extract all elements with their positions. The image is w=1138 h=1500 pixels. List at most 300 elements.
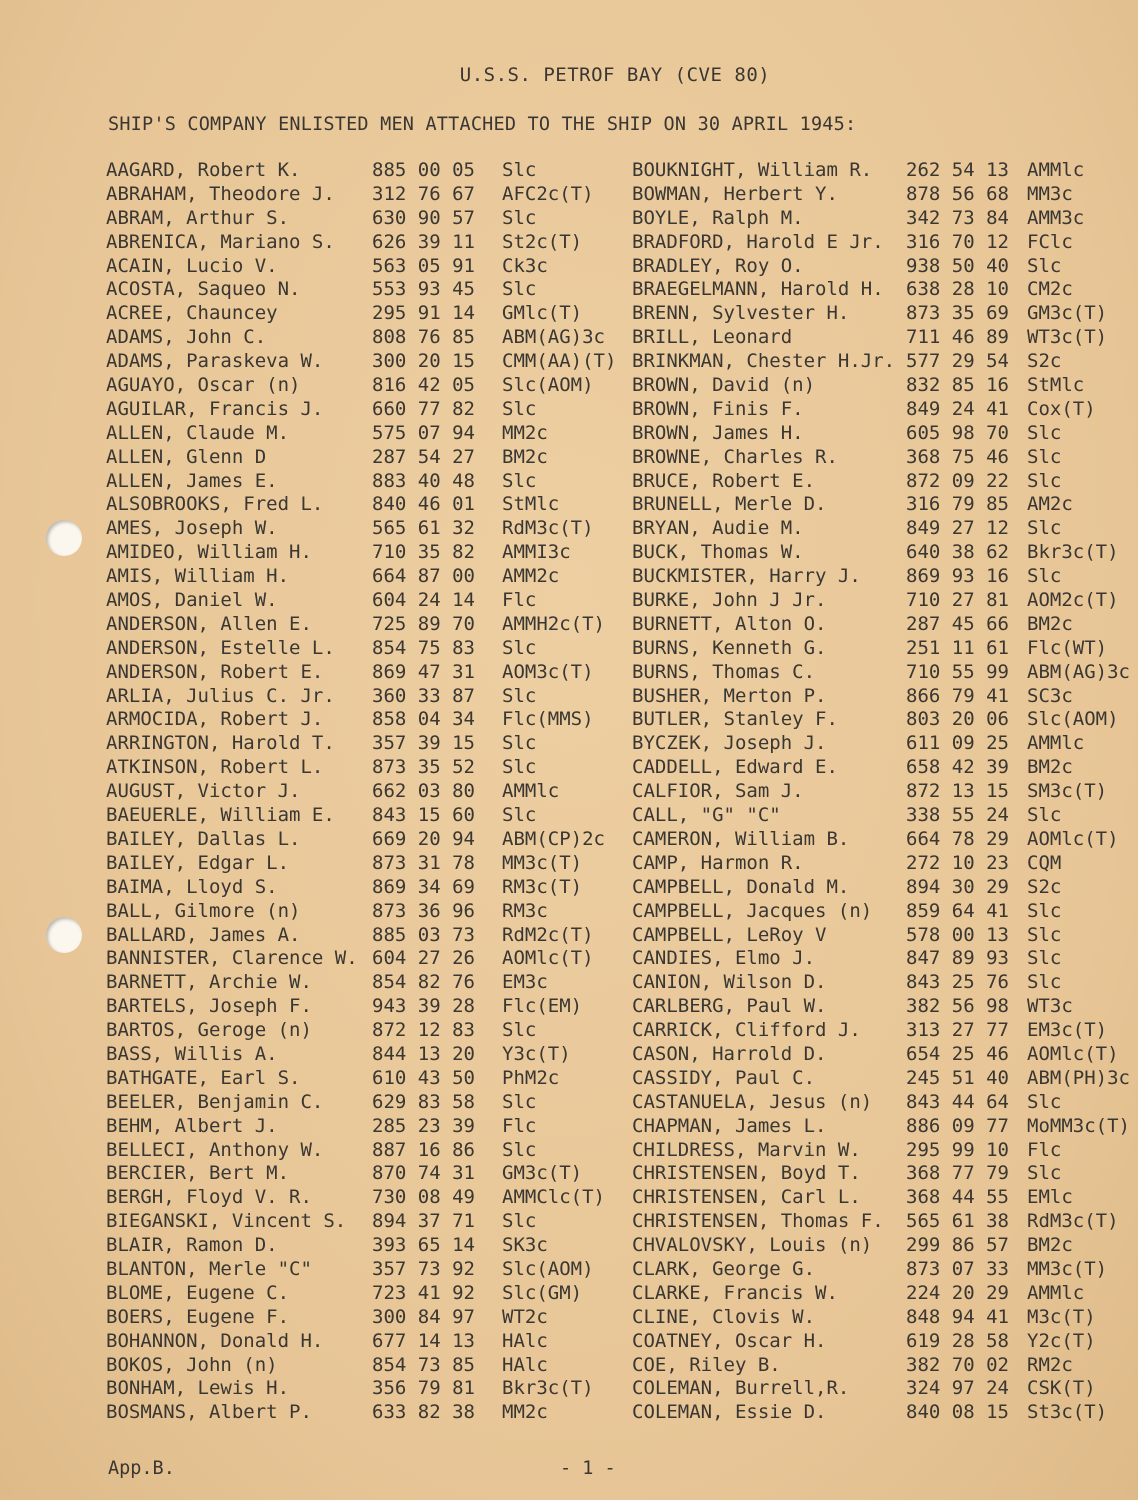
service-number: 854 75 83 — [372, 636, 475, 659]
rating: Slc — [1027, 947, 1062, 970]
sailor-name: CALFIOR, Sam J. — [632, 780, 804, 803]
rating: EM3c(T) — [1027, 1019, 1108, 1042]
rating: ABM(AG)3c — [502, 326, 605, 349]
page-number: - 1 - — [560, 1458, 616, 1479]
service-number: 368 75 46 — [906, 445, 1009, 468]
service-number: 843 15 60 — [372, 804, 475, 827]
service-number: 866 79 41 — [906, 684, 1009, 707]
sailor-name: CLARK, George G. — [632, 1257, 816, 1280]
service-number: 316 79 85 — [906, 493, 1009, 516]
sailor-name: CARRICK, Clifford J. — [632, 1019, 861, 1042]
sailor-name: BRENN, Sylvester H. — [632, 302, 850, 325]
page-subtitle: SHIP'S COMPANY ENLISTED MEN ATTACHED TO THE SHIP ON 30 APRIL 1945: — [108, 114, 857, 135]
service-number: 887 16 86 — [372, 1138, 475, 1161]
rating: Cox(T) — [1027, 397, 1096, 420]
sailor-name: BERGH, Floyd V. R. — [106, 1186, 312, 1209]
rating: BM2c — [1027, 612, 1073, 635]
service-number: 638 28 10 — [906, 278, 1009, 301]
sailor-name: CASON, Harrold D. — [632, 1042, 827, 1065]
rating: AOM2c(T) — [1027, 589, 1119, 612]
service-number: 299 86 57 — [906, 1234, 1009, 1257]
service-number: 844 13 20 — [372, 1042, 475, 1065]
sailor-name: BURNS, Thomas C. — [632, 660, 816, 683]
rating: AMM3c — [1027, 206, 1085, 229]
service-number: 677 14 13 — [372, 1329, 475, 1352]
rating: S2c — [1027, 875, 1062, 898]
service-number: 894 30 29 — [906, 875, 1009, 898]
sailor-name: ARRINGTON, Harold T. — [106, 732, 335, 755]
sailor-name: BELLECI, Anthony W. — [106, 1138, 324, 1161]
service-number: 872 13 15 — [906, 780, 1009, 803]
rating: MM3c(T) — [502, 851, 583, 874]
sailor-name: BAILEY, Dallas L. — [106, 827, 301, 850]
service-number: 565 61 32 — [372, 517, 475, 540]
service-number: 575 07 94 — [372, 421, 475, 444]
service-number: 629 83 58 — [372, 1090, 475, 1113]
service-number: 611 09 25 — [906, 732, 1009, 755]
rating: SC3c — [1027, 684, 1073, 707]
rating: Slc — [502, 278, 537, 301]
rating: BM2c — [502, 445, 548, 468]
sailor-name: CADDELL, Edward E. — [632, 756, 838, 779]
rating: Flc — [502, 1114, 537, 1137]
sailor-name: CAMP, Harmon R. — [632, 851, 804, 874]
rating: Slc — [502, 636, 537, 659]
rating: Slc — [502, 159, 537, 181]
sailor-name: CAMERON, William B. — [632, 827, 850, 850]
service-number: 619 28 58 — [906, 1329, 1009, 1352]
service-number: 886 09 77 — [906, 1114, 1009, 1137]
sailor-name: BROWN, James H. — [632, 421, 804, 444]
sailor-name: CHRISTENSEN, Thomas F. — [632, 1210, 884, 1233]
service-number: 710 35 82 — [372, 541, 475, 564]
service-number: 224 20 29 — [906, 1281, 1009, 1304]
service-number: 843 44 64 — [906, 1090, 1009, 1113]
sailor-name: BRILL, Leonard — [632, 326, 793, 349]
rating: S2c — [1027, 350, 1062, 373]
rating: EMlc — [1027, 1186, 1073, 1209]
rating: St2c(T) — [502, 230, 583, 253]
rating: Slc — [1027, 971, 1062, 994]
rating: WT3c — [1027, 995, 1073, 1018]
rating: AOMlc(T) — [1027, 1042, 1119, 1065]
service-number: 578 00 13 — [906, 923, 1009, 946]
sailor-name: ACREE, Chauncey — [106, 302, 278, 325]
sailor-name: ARLIA, Julius C. Jr. — [106, 684, 335, 707]
sailor-name: BUSHER, Merton P. — [632, 684, 827, 707]
service-number: 725 89 70 — [372, 612, 475, 635]
rating: GMlc(T) — [502, 302, 583, 325]
service-number: 393 65 14 — [372, 1234, 475, 1257]
rating: Y2c(T) — [1027, 1329, 1096, 1352]
service-number: 878 56 68 — [906, 182, 1009, 205]
sailor-name: AUGUST, Victor J. — [106, 780, 301, 803]
rating: HAlc — [502, 1329, 548, 1352]
rating: StMlc — [502, 493, 560, 516]
rating: FClc — [1027, 230, 1073, 253]
sailor-name: BRAEGELMANN, Harold H. — [632, 278, 884, 301]
sailor-name: BROWN, David (n) — [632, 374, 816, 397]
rating: RM3c(T) — [502, 875, 583, 898]
service-number: 832 85 16 — [906, 374, 1009, 397]
sailor-name: CHVALOVSKY, Louis (n) — [632, 1234, 873, 1257]
service-number: 382 70 02 — [906, 1353, 1009, 1376]
service-number: 803 20 06 — [906, 708, 1009, 731]
service-number: 262 54 13 — [906, 159, 1009, 181]
rating: MM2c — [502, 1401, 548, 1424]
service-number: 885 03 73 — [372, 923, 475, 946]
service-number: 338 55 24 — [906, 804, 1009, 827]
service-number: 287 54 27 — [372, 445, 475, 468]
service-number: 251 11 61 — [906, 636, 1009, 659]
rating: AOMlc(T) — [1027, 827, 1119, 850]
sailor-name: BONHAM, Lewis H. — [106, 1377, 290, 1400]
sailor-name: ATKINSON, Robert L. — [106, 756, 324, 779]
rating: PhM2c — [502, 1066, 560, 1089]
rating: ABM(AG)3c — [1027, 660, 1130, 683]
sailor-name: BOSMANS, Albert P. — [106, 1401, 312, 1424]
service-number: 710 27 81 — [906, 589, 1009, 612]
rating: Slc — [1027, 1162, 1062, 1185]
rating: RM2c — [1027, 1353, 1073, 1376]
sailor-name: BATHGATE, Earl S. — [106, 1066, 301, 1089]
rating: Slc — [1027, 421, 1062, 444]
sailor-name: AMIDEO, William H. — [106, 541, 312, 564]
service-number: 360 33 87 — [372, 684, 475, 707]
service-number: 873 07 33 — [906, 1257, 1009, 1280]
sailor-name: BYCZEK, Joseph J. — [632, 732, 827, 755]
service-number: 870 74 31 — [372, 1162, 475, 1185]
sailor-name: CLINE, Clovis W. — [632, 1305, 816, 1328]
service-number: 356 79 81 — [372, 1377, 475, 1400]
service-number: 300 84 97 — [372, 1305, 475, 1328]
rating: Slc — [502, 397, 537, 420]
rating: Slc(GM) — [502, 1281, 583, 1304]
rating: Slc — [502, 1019, 537, 1042]
service-number: 342 73 84 — [906, 206, 1009, 229]
service-number: 711 46 89 — [906, 326, 1009, 349]
rating: Slc — [502, 1090, 537, 1113]
rating: Slc — [1027, 899, 1062, 922]
service-number: 849 24 41 — [906, 397, 1009, 420]
sailor-name: BURKE, John J Jr. — [632, 589, 827, 612]
rating: MM3c — [1027, 182, 1073, 205]
service-number: 662 03 80 — [372, 780, 475, 803]
service-number: 869 93 16 — [906, 565, 1009, 588]
rating: SM3c(T) — [1027, 780, 1108, 803]
appendix-label: App.B. — [108, 1458, 175, 1479]
service-number: 858 04 34 — [372, 708, 475, 731]
rating: Slc — [1027, 517, 1062, 540]
sailor-name: CASTANUELA, Jesus (n) — [632, 1090, 873, 1113]
sailor-name: ACAIN, Lucio V. — [106, 254, 278, 277]
rating: Bkr3c(T) — [502, 1377, 594, 1400]
service-number: 873 31 78 — [372, 851, 475, 874]
service-number: 847 89 93 — [906, 947, 1009, 970]
sailor-name: BRUCE, Robert E. — [632, 469, 816, 492]
rating: Slc(AOM) — [502, 1257, 594, 1280]
sailor-name: CHRISTENSEN, Boyd T. — [632, 1162, 861, 1185]
rating: Slc — [1027, 445, 1062, 468]
sailor-name: BUCKMISTER, Harry J. — [632, 565, 861, 588]
service-number: 840 08 15 — [906, 1401, 1009, 1424]
rating: SK3c — [502, 1234, 548, 1257]
sailor-name: ALLEN, Claude M. — [106, 421, 290, 444]
service-number: 565 61 38 — [906, 1210, 1009, 1233]
sailor-name: ALLEN, Glenn D — [106, 445, 267, 468]
sailor-name: BRADLEY, Roy O. — [632, 254, 804, 277]
sailor-name: ALLEN, James E. — [106, 469, 278, 492]
rating: Slc — [1027, 254, 1062, 277]
sailor-name: AMES, Joseph W. — [106, 517, 278, 540]
sailor-name: BOERS, Eugene F. — [106, 1305, 290, 1328]
rating: CSK(T) — [1027, 1377, 1096, 1400]
rating: WT2c — [502, 1305, 548, 1328]
sailor-name: CLARKE, Francis W. — [632, 1281, 838, 1304]
rating: M3c(T) — [1027, 1305, 1096, 1328]
sailor-name: ARMOCIDA, Robert J. — [106, 708, 324, 731]
service-number: 938 50 40 — [906, 254, 1009, 277]
sailor-name: ALSOBROOKS, Fred L. — [106, 493, 324, 516]
service-number: 610 43 50 — [372, 1066, 475, 1089]
sailor-name: BRUNELL, Merle D. — [632, 493, 827, 516]
rating: Slc — [502, 756, 537, 779]
sailor-name: ANDERSON, Estelle L. — [106, 636, 335, 659]
service-number: 626 39 11 — [372, 230, 475, 253]
sailor-name: BEHM, Albert J. — [106, 1114, 278, 1137]
service-number: 295 91 14 — [372, 302, 475, 325]
sailor-name: BOUKNIGHT, William R. — [632, 159, 873, 181]
rating: WT3c(T) — [1027, 326, 1108, 349]
sailor-name: BRYAN, Audie M. — [632, 517, 804, 540]
sailor-name: COE, Riley B. — [632, 1353, 781, 1376]
service-number: 730 08 49 — [372, 1186, 475, 1209]
service-number: 316 70 12 — [906, 230, 1009, 253]
rating: Slc — [1027, 1090, 1062, 1113]
punch-hole-upper — [46, 520, 82, 556]
rating: AMMH2c(T) — [502, 612, 605, 635]
rating: Slc — [502, 1138, 537, 1161]
rating: St3c(T) — [1027, 1401, 1108, 1424]
sailor-name: BEELER, Benjamin C. — [106, 1090, 324, 1113]
rating: Slc — [502, 684, 537, 707]
rating: ABM(PH)3c — [1027, 1066, 1130, 1089]
rating: AMM2c — [502, 565, 560, 588]
service-number: 849 27 12 — [906, 517, 1009, 540]
sailor-name: BAIMA, Lloyd S. — [106, 875, 278, 898]
sailor-name: ADAMS, John C. — [106, 326, 267, 349]
service-number: 295 99 10 — [906, 1138, 1009, 1161]
service-number: 285 23 39 — [372, 1114, 475, 1137]
rating: CMM(AA)(T) — [502, 350, 617, 373]
rating: Bkr3c(T) — [1027, 541, 1119, 564]
service-number: 840 46 01 — [372, 493, 475, 516]
rating: AOMlc(T) — [502, 947, 594, 970]
rating: MM3c(T) — [1027, 1257, 1108, 1280]
rating: Slc — [1027, 923, 1062, 946]
sailor-name: BARNETT, Archie W. — [106, 971, 312, 994]
sailor-name: BIEGANSKI, Vincent S. — [106, 1210, 347, 1233]
service-number: 605 98 70 — [906, 421, 1009, 444]
rating: AFC2c(T) — [502, 182, 594, 205]
rating: AOM3c(T) — [502, 660, 594, 683]
sailor-name: ACOSTA, Saqueo N. — [106, 278, 301, 301]
sailor-name: AMIS, William H. — [106, 565, 290, 588]
service-number: 710 55 99 — [906, 660, 1009, 683]
service-number: 630 90 57 — [372, 206, 475, 229]
rating: Flc — [502, 589, 537, 612]
rating: Slc(AOM) — [502, 374, 594, 397]
sailor-name: BLOME, Eugene C. — [106, 1281, 290, 1304]
service-number: 669 20 94 — [372, 827, 475, 850]
service-number: 658 42 39 — [906, 756, 1009, 779]
rating: AMMI3c — [502, 541, 571, 564]
sailor-name: ANDERSON, Robert E. — [106, 660, 324, 683]
sailor-name: BROWN, Finis F. — [632, 397, 804, 420]
sailor-name: CASSIDY, Paul C. — [632, 1066, 816, 1089]
sailor-name: BARTELS, Joseph F. — [106, 995, 312, 1018]
service-number: 604 27 26 — [372, 947, 475, 970]
sailor-name: BLANTON, Merle "C" — [106, 1257, 312, 1280]
sailor-name: BARTOS, Geroge (n) — [106, 1019, 312, 1042]
service-number: 872 12 83 — [372, 1019, 475, 1042]
rating: RdM3c(T) — [1027, 1210, 1119, 1233]
sailor-name: BAILEY, Edgar L. — [106, 851, 290, 874]
sailor-name: COLEMAN, Burrell,R. — [632, 1377, 850, 1400]
sailor-name: CAMPBELL, Donald M. — [632, 875, 850, 898]
service-number: 368 77 79 — [906, 1162, 1009, 1185]
sailor-name: AMOS, Daniel W. — [106, 589, 278, 612]
service-number: 894 37 71 — [372, 1210, 475, 1233]
service-number: 357 73 92 — [372, 1257, 475, 1280]
rating: EM3c — [502, 971, 548, 994]
rating: Flc — [1027, 1138, 1062, 1161]
sailor-name: BASS, Willis A. — [106, 1042, 278, 1065]
service-number: 640 38 62 — [906, 541, 1009, 564]
service-number: 604 24 14 — [372, 589, 475, 612]
service-number: 848 94 41 — [906, 1305, 1009, 1328]
rating: Slc — [502, 732, 537, 755]
service-number: 577 29 54 — [906, 350, 1009, 373]
rating: CQM — [1027, 851, 1062, 874]
sailor-name: BANNISTER, Clarence W. — [106, 947, 358, 970]
sailor-name: BUCK, Thomas W. — [632, 541, 804, 564]
rating: Flc(EM) — [502, 995, 583, 1018]
service-number: 382 56 98 — [906, 995, 1009, 1018]
rating: RM3c — [502, 899, 548, 922]
rating: BM2c — [1027, 1234, 1073, 1257]
sailor-name: BALLARD, James A. — [106, 923, 301, 946]
service-number: 854 82 76 — [372, 971, 475, 994]
sailor-name: CAMPBELL, LeRoy V — [632, 923, 827, 946]
rating: StMlc — [1027, 374, 1085, 397]
sailor-name: CHAPMAN, James L. — [632, 1114, 827, 1137]
rating: ABM(CP)2c — [502, 827, 605, 850]
sailor-name: BAEUERLE, William E. — [106, 804, 335, 827]
sailor-name: AGUAYO, Oscar (n) — [106, 374, 301, 397]
service-number: 312 76 67 — [372, 182, 475, 205]
sailor-name: COATNEY, Oscar H. — [632, 1329, 827, 1352]
sailor-name: BROWNE, Charles R. — [632, 445, 838, 468]
service-number: 664 78 29 — [906, 827, 1009, 850]
sailor-name: BERCIER, Bert M. — [106, 1162, 290, 1185]
rating: Slc(AOM) — [1027, 708, 1119, 731]
rating: Slc — [502, 804, 537, 827]
service-number: 859 64 41 — [906, 899, 1009, 922]
rating: Slc — [1027, 565, 1062, 588]
service-number: 664 87 00 — [372, 565, 475, 588]
sailor-name: BOWMAN, Herbert Y. — [632, 182, 838, 205]
service-number: 816 42 05 — [372, 374, 475, 397]
sailor-name: ABRAM, Arthur S. — [106, 206, 290, 229]
service-number: 654 25 46 — [906, 1042, 1009, 1065]
rating: Flc(WT) — [1027, 636, 1108, 659]
rating: GM3c(T) — [502, 1162, 583, 1185]
rating: AMMlc — [502, 780, 560, 803]
rating: AMMlc — [1027, 1281, 1085, 1304]
sailor-name: CARLBERG, Paul W. — [632, 995, 827, 1018]
sailor-name: ANDERSON, Allen E. — [106, 612, 312, 635]
service-number: 357 39 15 — [372, 732, 475, 755]
service-number: 553 93 45 — [372, 278, 475, 301]
rating: AM2c — [1027, 493, 1073, 516]
rating: Ck3c — [502, 254, 548, 277]
service-number: 808 76 85 — [372, 326, 475, 349]
sailor-name: COLEMAN, Essie D. — [632, 1401, 827, 1424]
sailor-name: BRINKMAN, Chester H.Jr. — [632, 350, 896, 373]
sailor-name: AGUILAR, Francis J. — [106, 397, 324, 420]
rating: RdM2c(T) — [502, 923, 594, 946]
sailor-name: BURNETT, Alton O. — [632, 612, 827, 635]
rating: Slc — [502, 469, 537, 492]
service-number: 723 41 92 — [372, 1281, 475, 1304]
rating: RdM3c(T) — [502, 517, 594, 540]
sailor-name: CHRISTENSEN, Carl L. — [632, 1186, 861, 1209]
service-number: 869 34 69 — [372, 875, 475, 898]
rating: AMMClc(T) — [502, 1186, 605, 1209]
punch-hole-lower — [46, 917, 82, 953]
rating: GM3c(T) — [1027, 302, 1108, 325]
rating: Slc — [502, 206, 537, 229]
rating: MoMM3c(T) — [1027, 1114, 1130, 1137]
sailor-name: CANDIES, Elmo J. — [632, 947, 816, 970]
page-title: U.S.S. PETROF BAY (CVE 80) — [459, 64, 771, 86]
service-number: 854 73 85 — [372, 1353, 475, 1376]
sailor-name: CALL, "G" "C" — [632, 804, 781, 827]
service-number: 869 47 31 — [372, 660, 475, 683]
sailor-name: ADAMS, Paraskeva W. — [106, 350, 324, 373]
service-number: 885 00 05 — [372, 159, 475, 181]
sailor-name: BOYLE, Ralph M. — [632, 206, 804, 229]
service-number: 300 20 15 — [372, 350, 475, 373]
rating: HAlc — [502, 1353, 548, 1376]
sailor-name: BURNS, Kenneth G. — [632, 636, 827, 659]
service-number: 313 27 77 — [906, 1019, 1009, 1042]
rating: Y3c(T) — [502, 1042, 571, 1065]
rating: BM2c — [1027, 756, 1073, 779]
service-number: 633 82 38 — [372, 1401, 475, 1424]
service-number: 843 25 76 — [906, 971, 1009, 994]
service-number: 660 77 82 — [372, 397, 475, 420]
sailor-name: AAGARD, Robert K. — [106, 159, 301, 181]
service-number: 872 09 22 — [906, 469, 1009, 492]
service-number: 563 05 91 — [372, 254, 475, 277]
rating: Flc(MMS) — [502, 708, 594, 731]
service-number: 943 39 28 — [372, 995, 475, 1018]
sailor-name: BALL, Gilmore (n) — [106, 899, 301, 922]
service-number: 883 40 48 — [372, 469, 475, 492]
sailor-name: BLAIR, Ramon D. — [106, 1234, 278, 1257]
